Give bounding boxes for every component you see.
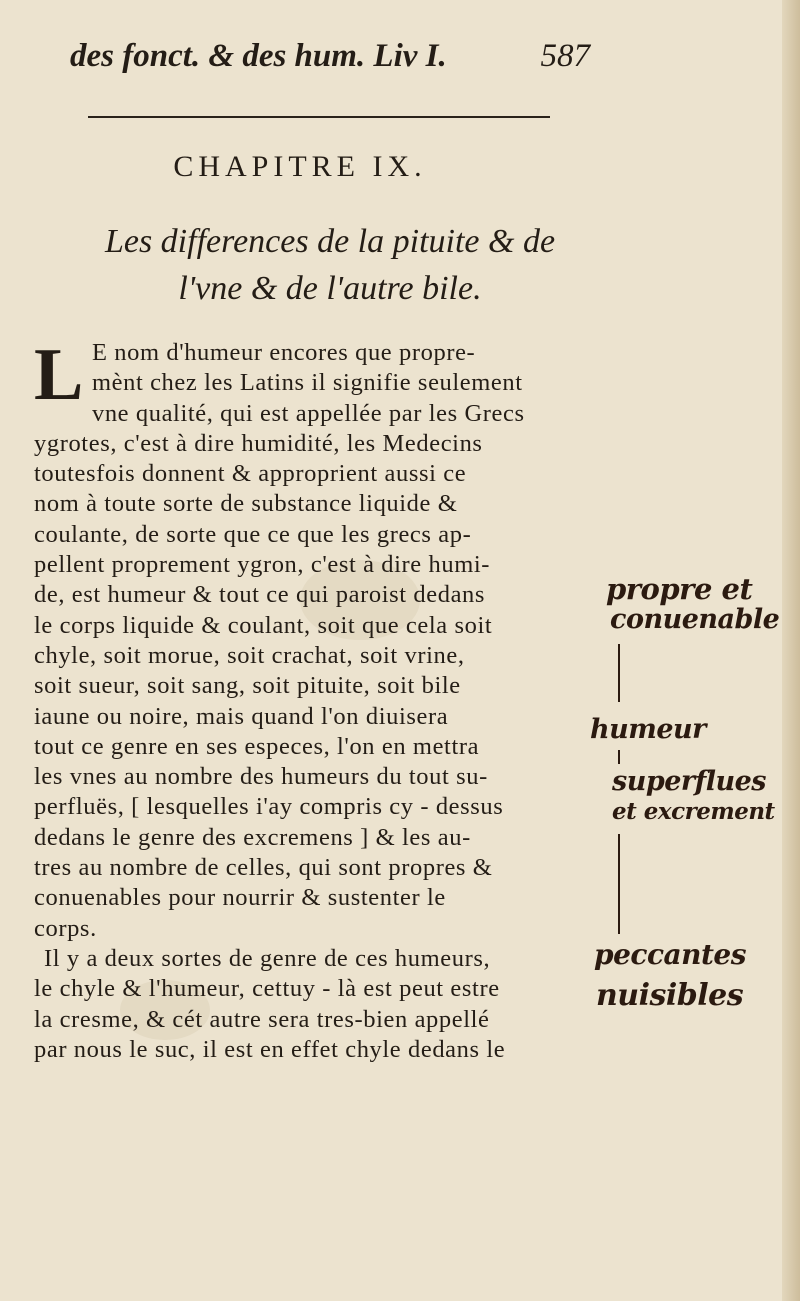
margin-bracket: [618, 834, 620, 934]
margin-note: peccantes: [594, 938, 747, 971]
handwritten-margin-notes: [588, 572, 788, 1013]
text-line: de, est humeur & tout ce qui paroist dedans: [34, 581, 486, 609]
chapter-title-line: Les differences de la pituite & de: [104, 223, 556, 260]
margin-note: et excrement: [612, 798, 775, 825]
margin-note: nuisibles: [596, 978, 744, 1013]
text-line: coulante, de sorte que ce que les grecs ap-: [34, 520, 472, 548]
text-line: conuenables pour nourrir & sustenter le: [34, 884, 446, 912]
chapter-title-line: l'vne & de l'autre bile.: [178, 270, 482, 307]
text-line: les vnes au nombre des humeurs du tout su-: [34, 763, 488, 791]
margin-note: propre et: [606, 572, 753, 606]
text-line: dedans le genre des excremens ] & les au-: [34, 823, 471, 851]
text-line: le chyle & l'humeur, cettuy - là est peut estre: [34, 975, 500, 1003]
text-line: toutesfois donnent & approprient aussi ce: [34, 460, 467, 488]
text-line: perfluës, [ lesquelles i'ay compris cy - dessus: [34, 793, 504, 821]
text-line: par nous le suc, il est en effet chyle dedans le: [34, 1035, 506, 1063]
text-line: le corps liquide & coulant, soit que cela soit: [34, 611, 493, 639]
page-number: 587: [540, 38, 590, 74]
chapter-title: [60, 218, 600, 312]
text-line: pellent proprement ygron, c'est à dire humi-: [34, 551, 491, 579]
margin-bracket: [618, 750, 620, 764]
text-line: la cresme, & cét autre sera tres-bien appellé: [34, 1005, 490, 1033]
text-line: chyle, soit morue, soit crachat, soit vrine,: [34, 641, 465, 669]
drop-cap: L: [34, 334, 84, 416]
text-line: iaune ou noire, mais quand l'on diuisera: [34, 702, 449, 730]
text-line: tres au nombre de celles, qui sont propres &: [34, 854, 493, 882]
margin-note: conuenable: [610, 604, 780, 635]
text-line: E nom d'humeur encores que propre-: [91, 339, 476, 366]
text-line: tout ce genre en ses especes, l'on en mettra: [34, 732, 480, 760]
running-header: [70, 38, 590, 88]
chapter-heading: CHAPITRE IX.: [173, 150, 427, 183]
margin-note: humeur: [590, 714, 706, 745]
text-line: Il y a deux sortes de genre de ces humeurs,: [44, 944, 491, 972]
margin-bracket: [618, 644, 620, 702]
margin-note: superflues: [612, 766, 766, 797]
header-rule: [88, 116, 550, 118]
text-line: mènt chez les Latins il signifie seulement: [91, 369, 523, 397]
text-line: soit sueur, soit sang, soit pituite, soit bile: [34, 672, 461, 700]
text-line: vne qualité, qui est appellée par les Grecs: [91, 399, 525, 427]
text-line: ygrotes, c'est à dire humidité, les Medecins: [34, 429, 483, 457]
body-text: [34, 334, 564, 1065]
text-line: corps.: [34, 914, 97, 942]
running-title: des fonct. & des hum. Liv I.: [70, 38, 447, 74]
text-line: nom à toute sorte de substance liquide &: [34, 490, 458, 518]
